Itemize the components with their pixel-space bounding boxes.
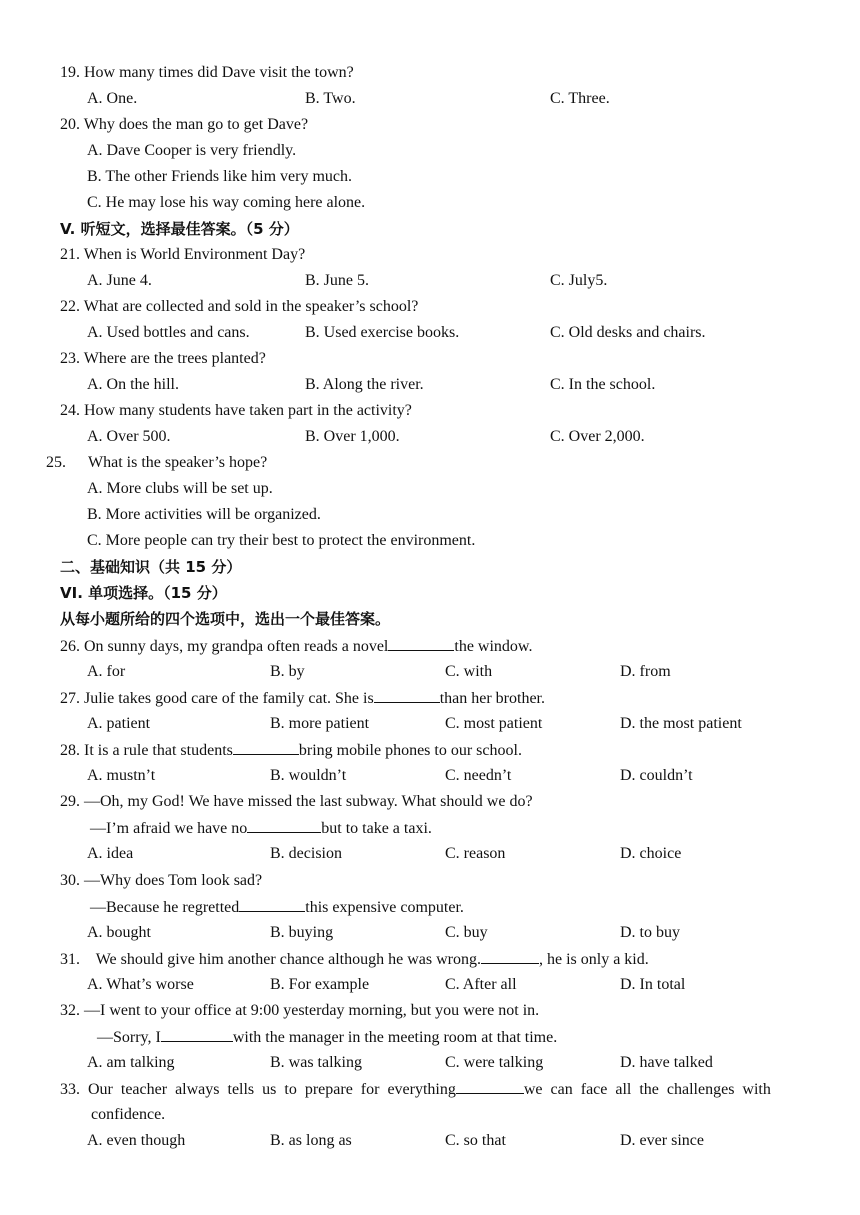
q32-option-d: D. have talked: [620, 1054, 713, 1071]
q27-stem-post: than her brother.: [439, 690, 545, 707]
q25-option-c: C. More people can try their best to protect the environment.: [87, 532, 476, 549]
q29-option-c: C. reason: [445, 845, 506, 862]
q21-option-c: C. July5.: [550, 272, 608, 289]
q32-option-c: C. were talking: [445, 1054, 544, 1071]
q26-blank: [388, 636, 454, 651]
q29-line2: [90, 818, 432, 839]
q22-option-b: B. Used exercise books.: [305, 324, 460, 341]
q28-stem-pre: 28. It is a rule that students: [60, 742, 233, 759]
section-v-heading: V. 听短文，选择最佳答案。（5 分）: [60, 220, 299, 238]
q22-option-c: C. Old desks and chairs.: [550, 324, 706, 341]
q25-option-b: B. More activities will be organized.: [87, 506, 321, 523]
q25-stem: What is the speaker’s hope?: [88, 454, 268, 471]
q32-line2-pre: —Sorry, I: [97, 1029, 161, 1046]
section-vi-heading: VI. 单项选择。（15 分）: [60, 584, 227, 602]
q22-option-a: A. Used bottles and cans.: [87, 324, 250, 341]
q30-option-b: B. buying: [270, 924, 334, 941]
q28-option-b: B. wouldn’t: [270, 767, 347, 784]
q20-option-a: A. Dave Cooper is very friendly.: [87, 142, 297, 159]
q23-option-b: B. Along the river.: [305, 376, 424, 393]
q20-stem: 20. Why does the man go to get Dave?: [60, 116, 309, 133]
q29-option-a: A. idea: [87, 845, 134, 862]
q19-stem: 19. How many times did Dave visit the town?: [60, 64, 354, 81]
q33-option-a: A. even though: [87, 1132, 186, 1149]
q30-line2: [90, 897, 464, 918]
q24-option-c: C. Over 2,000.: [550, 428, 645, 445]
q32-line2-post: with the manager in the meeting room at that time.: [232, 1029, 558, 1046]
q27-blank: [374, 688, 440, 703]
q28-option-c: C. needn’t: [445, 767, 512, 784]
q26-option-c: C. with: [445, 663, 493, 680]
q21-stem: 21. When is World Environment Day?: [60, 246, 306, 263]
q24-option-a: A. Over 500.: [87, 428, 171, 445]
q31-option-d: D. In total: [620, 976, 686, 993]
q27-option-d: D. the most patient: [620, 715, 742, 732]
q28-option-d: D. couldn’t: [620, 767, 693, 784]
q23-option-a: A. On the hill.: [87, 376, 179, 393]
q29-option-b: B. decision: [270, 845, 342, 862]
part-two-heading: 二、基础知识（共 15 分）: [60, 558, 242, 576]
q30-line2-pre: —Because he regretted: [90, 899, 240, 916]
q26-option-b: B. by: [270, 663, 305, 680]
q29-line2-pre: —I’m afraid we have no: [90, 820, 248, 837]
q33-stem: [60, 1079, 771, 1100]
q27-option-c: C. most patient: [445, 715, 543, 732]
q28-stem-post: bring mobile phones to our school.: [298, 742, 522, 759]
q21-option-a: A. June 4.: [87, 272, 152, 289]
q27-stem-pre: 27. Julie takes good care of the family cat. She is: [60, 690, 374, 707]
q33-blank: [456, 1079, 524, 1094]
q19-option-a: A. One.: [87, 90, 138, 107]
q26-option-d: D. from: [620, 663, 671, 680]
q31-option-a: A. What’s worse: [87, 976, 194, 993]
q30-option-c: C. buy: [445, 924, 488, 941]
q33-stem-continuation: confidence.: [91, 1106, 166, 1123]
q26-stem-pre: 26. On sunny days, my grandpa often reads a novel: [60, 638, 389, 655]
q29-blank: [247, 818, 321, 833]
q32-option-a: A. am talking: [87, 1054, 175, 1071]
q28-option-a: A. mustn’t: [87, 767, 156, 784]
q19-option-c: C. Three.: [550, 90, 610, 107]
q33-option-b: B. as long as: [270, 1132, 352, 1149]
q30-blank: [239, 897, 305, 912]
q30-option-a: A. bought: [87, 924, 151, 941]
q23-option-c: C. In the school.: [550, 376, 656, 393]
q26-option-a: A. for: [87, 663, 126, 680]
q32-option-b: B. was talking: [270, 1054, 362, 1071]
q33-stem-pre: 33. Our teacher always tells us to prepare for everything: [60, 1081, 456, 1098]
q31-stem: [60, 949, 649, 970]
q32-blank: [161, 1027, 233, 1042]
q32-line2: [97, 1027, 557, 1048]
q31-option-b: B. For example: [270, 976, 370, 993]
q22-stem: 22. What are collected and sold in the speaker’s school?: [60, 298, 419, 315]
q27-option-b: B. more patient: [270, 715, 370, 732]
q31-option-c: C. After all: [445, 976, 517, 993]
q27-option-a: A. patient: [87, 715, 151, 732]
q31-stem-pre: 31. We should give him another chance although he was wrong.: [60, 951, 481, 968]
q24-stem: 24. How many students have taken part in the activity?: [60, 402, 412, 419]
q26-stem: [60, 636, 532, 657]
q30-line2-post: this expensive computer.: [305, 899, 464, 916]
q29-line1: 29. —Oh, my God! We have missed the last subway. What should we do?: [60, 793, 533, 810]
q30-option-d: D. to buy: [620, 924, 680, 941]
q29-option-d: D. choice: [620, 845, 682, 862]
q26-stem-post: the window.: [454, 638, 533, 655]
q21-option-b: B. June 5.: [305, 272, 369, 289]
section-vi-instruction: 从每小题所给的四个选项中，选出一个最佳答案。: [60, 610, 391, 628]
q19-option-b: B. Two.: [305, 90, 356, 107]
q29-line2-post: but to take a taxi.: [321, 820, 432, 837]
q24-option-b: B. Over 1,000.: [305, 428, 400, 445]
q23-stem: 23. Where are the trees planted?: [60, 350, 266, 367]
q20-option-c: C. He may lose his way coming here alone.: [87, 194, 366, 211]
q30-line1: 30. —Why does Tom look sad?: [60, 872, 263, 889]
q31-blank: [481, 949, 539, 964]
q33-option-d: D. ever since: [620, 1132, 704, 1149]
q33-stem-post: we can face all the challenges with: [523, 1081, 771, 1098]
q27-stem: [60, 688, 545, 709]
q28-stem: [60, 740, 522, 761]
q25-number: 25.: [46, 454, 66, 471]
q31-stem-post: , he is only a kid.: [538, 951, 649, 968]
q28-blank: [233, 740, 299, 755]
q25-option-a: A. More clubs will be set up.: [87, 480, 273, 497]
q32-line1: 32. —I went to your office at 9:00 yesterday morning, but you were not in.: [60, 1002, 540, 1019]
q20-option-b: B. The other Friends like him very much.: [87, 168, 352, 185]
q33-option-c: C. so that: [445, 1132, 506, 1149]
